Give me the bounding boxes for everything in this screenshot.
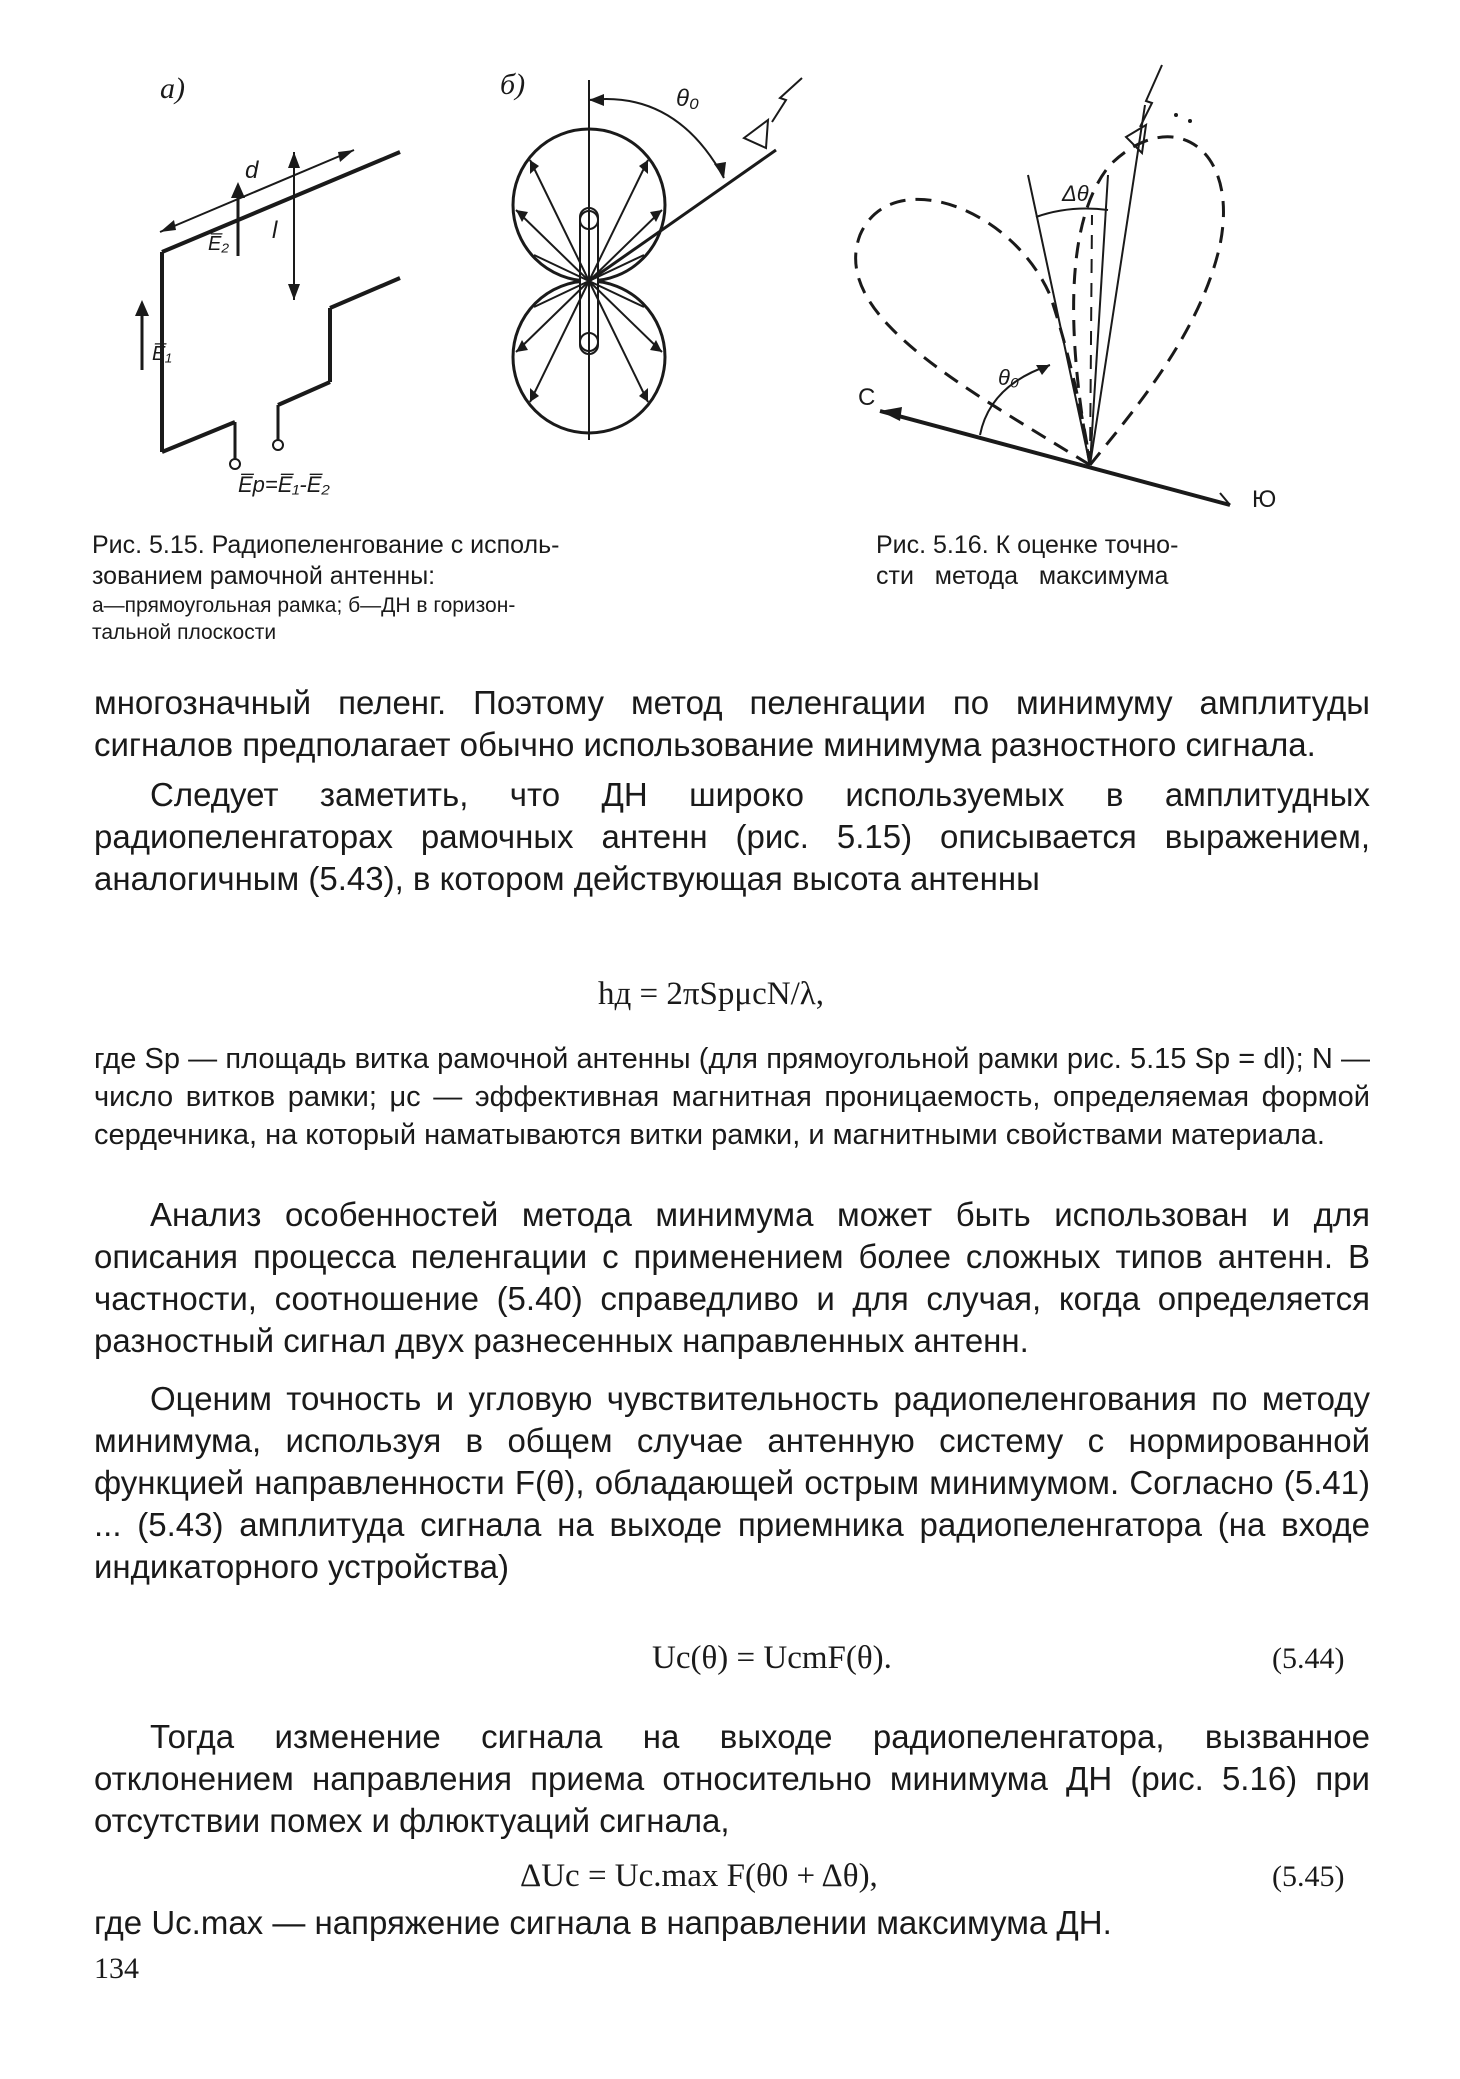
fig-516-north-label: С: [858, 384, 876, 411]
caption-fig-5-15: [92, 530, 702, 646]
body-text-block-4: [94, 1716, 1370, 1842]
fig-516-south-label: Ю: [1252, 486, 1277, 513]
figure-5-15-b-pattern: [476, 60, 846, 450]
fig-a-e1-label: E̅₁: [152, 343, 172, 365]
fig-a-ep-label: E̅р=E̅₁-E̅₂: [238, 472, 330, 497]
fig-516-dtheta-label: Δθ: [1062, 181, 1089, 206]
fig-a-d-label: d: [245, 157, 259, 184]
fig-a-label: а): [160, 72, 185, 105]
paragraph-4: Анализ особенностей метода минимума может быть использован и для описания процесса пеленгации с применением более сложных типов антенн. В частности, соотношение (5.40) справедливо и для случая, когда определяется разностный сигнал двух разнесенных направленных антенн.: [94, 1196, 1370, 1359]
fig-b-label: б): [500, 68, 526, 101]
paragraph-5: Оценим точность и угловую чувствительность радиопеленгования по методу минимума, используя в общем случае антенную систему с нормированной функцией направленности F(θ), обладающей острым минимумом. Согласно (5.41) ... (5.43) амплитуда сигнала на выходе приемника радиопеленгатора (на входе индикаторного устройства): [94, 1380, 1370, 1585]
page-number: 134: [94, 1952, 139, 1985]
caption-5-15-line2: зованием рамочной антенны:: [92, 562, 436, 590]
equation-number-5-45: (5.45): [1272, 1860, 1345, 1893]
fig-a-e2-label: E̅₂: [208, 233, 229, 255]
caption-5-16-line2: сти метода максимума: [876, 562, 1169, 590]
formula-5-45: ΔUc = Uc.max F(θ0 + Δθ),: [520, 1858, 878, 1894]
equation-number-5-44: (5.44): [1272, 1642, 1345, 1675]
paragraph-3: где Sр — площадь витка рамочной антенны (для прямоугольной рамки рис. 5.15 Sр = dl); N — число витков рамки; μc — эффективная магнитная проницаемость, определяемая формой сердечника, на который наматываются витки рамки, и магнитными свойствами материала.: [94, 1043, 1370, 1151]
paragraph-6: Тогда изменение сигнала на выходе радиопеленгатора, вызванное отклонением направления приема относительно минимума ДН (рис. 5.16) при отсутствии помех и флюктуаций сигнала,: [94, 1718, 1370, 1839]
caption-5-15-line4: тальной плоскости: [92, 621, 277, 644]
formula-effective-height: hд = 2πSрμcN/λ,: [598, 976, 825, 1012]
fig-a-l-label: l: [272, 217, 278, 244]
paragraph-2: Следует заметить, что ДН широко используемых в амплитудных радиопеленгаторах рамочных антенн (рис. 5.15) описывается выражением, аналогичным (5.43), в котором действующая высота антенны: [94, 776, 1370, 897]
caption-5-15-line1: Рис. 5.15. Радиопеленгование с исполь-: [92, 531, 560, 559]
body-text-block-1: [94, 682, 1370, 900]
figure-5-15-a-loop-antenna: [130, 60, 430, 500]
paragraph-7: где Uc.max — напряжение сигнала в направлении максимума ДН.: [94, 1904, 1112, 1941]
body-text-block-5: [94, 1902, 1370, 1944]
body-text-block-2: [94, 1040, 1370, 1154]
figure-5-16-max-method: [840, 55, 1310, 515]
body-text-block-3: [94, 1194, 1370, 1588]
paragraph-1: многозначный пеленг. Поэтому метод пеленгации по минимуму амплитуды сигналов предполагает обычно использование минимума разностного сигнала.: [94, 684, 1370, 763]
caption-fig-5-16: [876, 530, 1296, 592]
caption-5-15-line3: а—прямоугольная рамка; б—ДН в горизон-: [92, 594, 516, 617]
formula-5-44: Uc(θ) = UcmF(θ).: [652, 1640, 892, 1676]
caption-5-16-line1: Рис. 5.16. К оценке точно-: [876, 531, 1179, 559]
fig-516-theta0-label: θ₀: [998, 365, 1020, 390]
fig-b-theta0-label: θ₀: [676, 85, 700, 112]
